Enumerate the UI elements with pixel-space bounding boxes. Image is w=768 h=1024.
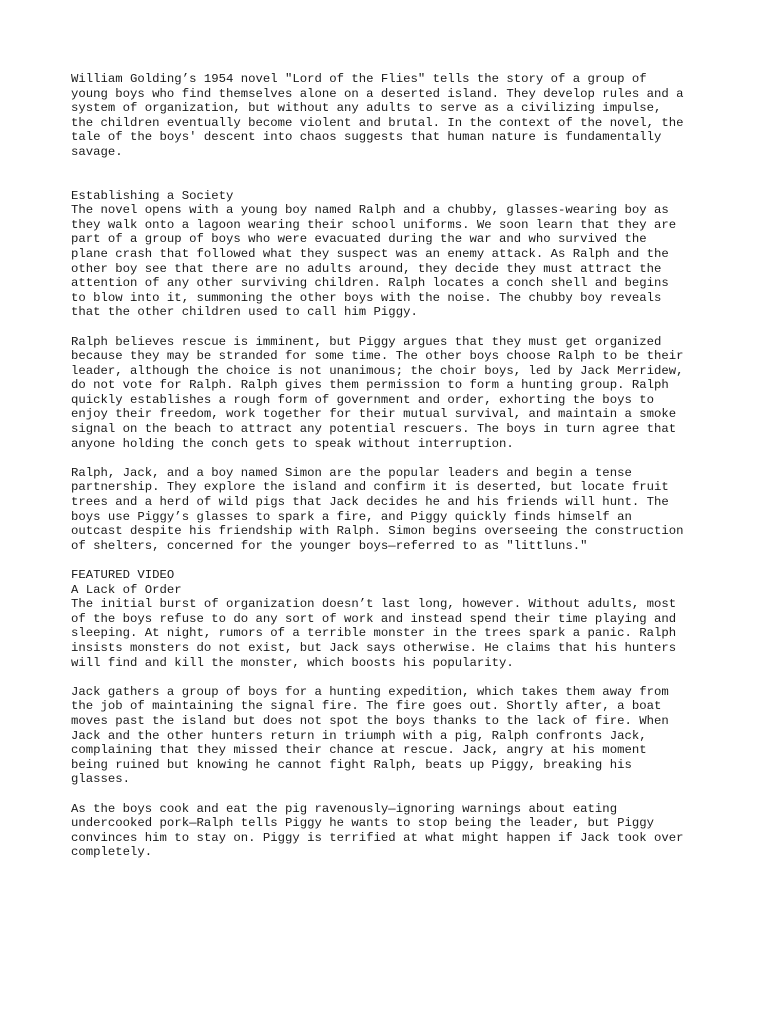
spacer xyxy=(71,553,701,568)
section-heading-establishing-society: Establishing a Society xyxy=(71,188,234,203)
featured-video-label: FEATURED VIDEO xyxy=(71,568,175,582)
spacer xyxy=(71,670,701,685)
section2-paragraph-1: The initial burst of organization doesn’t last long, however. Without adults, most of the boys refuse to do any sort of work and instead spend their time playing and sleeping. At night, rumors of a terrible monster in the trees spark a panic. Ralph insists monsters do not exist, but Jack says otherwise. He claims that his hunters will find and kill the monster, which boosts his popularity. xyxy=(71,597,677,670)
spacer xyxy=(71,787,701,802)
spacer xyxy=(71,160,701,189)
section-heading-lack-of-order: A Lack of Order xyxy=(71,582,182,597)
section2-paragraph-3: As the boys cook and eat the pig ravenously—ignoring warnings about eating undercooked pork—Ralph tells Piggy he wants to stop being the leader, but Piggy convinces him to stay on. Piggy is terrified at what might happen if Jack took over completely. xyxy=(71,801,684,860)
section1-paragraph-3: Ralph, Jack, and a boy named Simon are the popular leaders and begin a tense partnership. They explore the island and confirm it is deserted, but locate fruit trees and a herd of wild pigs that Jack decides he and his friends will hunt. The boys use Piggy’s glasses to spark a fire, and Piggy quickly finds himself an outcast despite his friendship with Ralph. Simon begins overseeing the construction of shelters, concerned for the younger boys—referred to as "littluns." xyxy=(71,465,684,553)
spacer xyxy=(71,320,701,335)
section1-paragraph-1: The novel opens with a young boy named Ralph and a chubby, glasses-wearing boy as they walk onto a lagoon wearing their school uniforms. We soon learn that they are part of a group of boys who were evacuated during the war and who survived the plane crash that followed what they suspect was an enemy attack. As Ralph and the other boy see that there are no adults around, they decide they must attract the attention of any other surviving children. Ralph locates a conch shell and begins to blow into it, summoning the other boys with the noise. The chubby boy reveals that the other children used to call him Piggy. xyxy=(71,203,677,320)
intro-paragraph: William Golding’s 1954 novel "Lord of the Flies" tells the story of a group of young boys who find themselves alone on a deserted island. They develop rules and a system of organization, but without any adults to serve as a civilizing impulse, the children eventually become violent and brutal. In the context of the novel, the tale of the boys' descent into chaos suggests that human nature is fundamentally savage. xyxy=(71,72,684,159)
section1-paragraph-2: Ralph believes rescue is imminent, but Piggy argues that they must get organized because they may be stranded for some time. The other boys choose Ralph to be their leader, although the choice is not unanimous; the choir boys, led by Jack Merridew, do not vote for Ralph. Ralph gives them permission to form a hunting group. Ralph quickly establishes a rough form of government and order, exhorting the boys to enjoy their freedom, work together for their mutual survival, and maintain a smoke signal on the beach to attract any potential rescuers. The boys in turn agree that anyone holding the conch gets to speak without interruption. xyxy=(71,334,684,451)
section2-paragraph-2: Jack gathers a group of boys for a hunting expedition, which takes them away from the job of maintaining the signal fire. The fire goes out. Shortly after, a boat moves past the island but does not spot the boys thanks to the lack of fire. When Jack and the other hunters return in triumph with a pig, Ralph confronts Jack, complaining that they missed their chance at rescue. Jack, angry at his moment being ruined but knowing he cannot fight Ralph, beats up Piggy, breaking his glasses. xyxy=(71,684,669,787)
document-page xyxy=(71,72,701,860)
spacer xyxy=(71,451,701,466)
